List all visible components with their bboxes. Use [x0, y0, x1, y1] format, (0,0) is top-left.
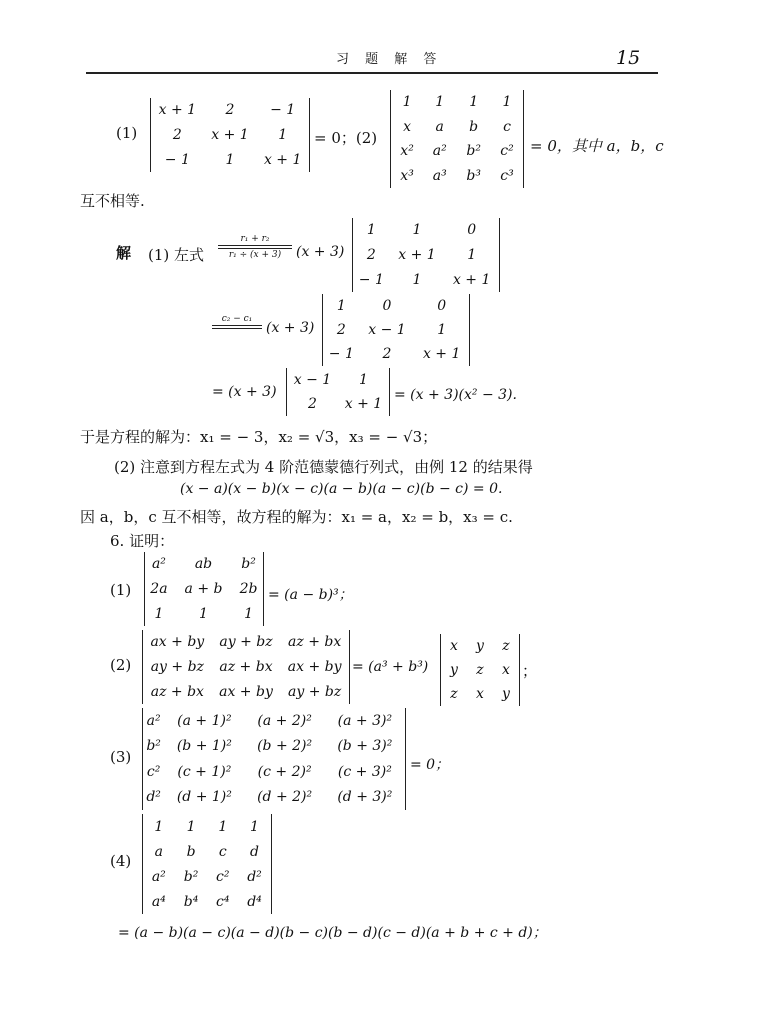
matrix-row	[323, 294, 469, 318]
matrix-cell: az + bx	[150, 683, 204, 700]
matrix-row	[145, 552, 263, 577]
matrix-cell: a⁴	[151, 893, 166, 910]
matrix-cell: b²	[466, 143, 481, 160]
item4-label: (4)	[110, 852, 132, 870]
page-number: 15	[616, 47, 641, 69]
matrix-cell: 1	[502, 94, 512, 111]
exercise6-title: 6. 证明：	[110, 532, 175, 550]
running-header: 习 题 解 答	[336, 52, 443, 67]
item2-mid: = (a³ + b³)	[352, 659, 429, 675]
matrix-cell: 2	[225, 102, 235, 119]
matrix-row	[143, 759, 405, 785]
matrix-cell: d²	[247, 868, 262, 885]
matrix-cell: 1	[199, 605, 208, 622]
part2-conclusion: 因 a，b，c 互不相等，故方程的解为：x₁ = a，x₂ = b，x₃ = c.	[80, 508, 513, 526]
row-operation-1-bottom: r₁ ÷ (x + 3)	[228, 250, 282, 260]
matrix-row	[145, 577, 263, 602]
matrix-cell: x³	[400, 167, 414, 184]
matrix-row	[353, 267, 499, 292]
problem-det-1	[150, 98, 310, 172]
matrix-cell: x + 1	[263, 151, 302, 168]
matrix-cell: x	[476, 686, 484, 702]
matrix-cell: c	[503, 118, 511, 135]
matrix-cell: c²	[216, 868, 230, 885]
matrix-row	[143, 679, 349, 704]
item4-result: = (a − b)(a − c)(a − d)(b − c)(b − d)(c − d)(a + b + c + d)；	[118, 925, 547, 941]
problem-continuation: 互不相等.	[80, 192, 145, 210]
matrix-row	[151, 123, 309, 148]
factor-1: (x + 3)	[296, 244, 345, 260]
matrix-row	[287, 368, 389, 392]
matrix-row	[151, 98, 309, 123]
matrix-cell: d	[250, 843, 259, 860]
matrix-cell: c²	[500, 143, 514, 160]
matrix-cell: 2b	[239, 580, 258, 597]
solution-intro: (1) 左式	[148, 246, 205, 264]
matrix-cell: z	[502, 638, 510, 654]
matrix-cell: y	[450, 662, 458, 678]
matrix-cell: (d + 1)²	[176, 789, 232, 806]
matrix-cell: 1	[244, 605, 254, 622]
matrix-cell: d²	[146, 789, 161, 806]
matrix-cell: (c + 3)²	[337, 763, 392, 780]
matrix-row	[391, 139, 523, 164]
matrix-row	[145, 601, 263, 626]
matrix-cell: a²	[432, 143, 447, 160]
matrix-cell: x + 1	[158, 102, 197, 119]
matrix-cell: c⁴	[216, 893, 230, 910]
matrix-cell: ax + by	[150, 634, 205, 651]
matrix-row	[143, 655, 349, 680]
matrix-row	[323, 342, 469, 366]
eq3-tail: = (x + 3)(x² − 3).	[394, 387, 517, 403]
matrix-cell: x	[403, 118, 412, 135]
matrix-cell: 2	[382, 346, 392, 362]
eq3-lead: = (x + 3)	[212, 384, 277, 400]
header-rule	[86, 72, 658, 74]
row-operation-1-top: r₁ + r₂	[240, 234, 270, 244]
matrix-cell: 1	[467, 246, 477, 263]
matrix-cell: x + 1	[344, 396, 383, 412]
matrix-row	[143, 734, 405, 760]
matrix-cell: 1	[186, 818, 196, 835]
matrix-row	[143, 630, 349, 655]
matrix-cell: a²	[146, 712, 161, 729]
problem-det-2	[390, 90, 524, 188]
matrix-row	[353, 243, 499, 268]
matrix-cell: x	[502, 662, 510, 678]
matrix-cell: 1	[412, 222, 422, 239]
part2-line: (2) 注意到方程左式为 4 阶范德蒙德行列式，由例 12 的结果得	[114, 458, 533, 476]
matrix-cell: a³	[432, 167, 447, 184]
matrix-cell: b⁴	[183, 893, 199, 910]
matrix-cell: az + bx	[219, 658, 273, 675]
matrix-cell: 2	[366, 246, 376, 263]
matrix-cell: (d + 3)²	[337, 789, 393, 806]
matrix-row	[353, 218, 499, 243]
matrix-cell: x	[450, 638, 458, 654]
solution-det-1	[352, 218, 500, 292]
row-operation-1	[218, 234, 292, 260]
column-operation-bar	[212, 325, 262, 329]
matrix-cell: (d + 2)²	[257, 789, 313, 806]
matrix-cell: y	[476, 638, 484, 654]
matrix-cell: x − 1	[293, 372, 332, 388]
item3-det	[142, 708, 406, 810]
matrix-cell: b	[469, 118, 479, 135]
matrix-cell: 1	[402, 94, 412, 111]
solution-det-2	[322, 294, 470, 366]
matrix-cell: ab	[194, 556, 213, 573]
matrix-cell: − 1	[270, 102, 296, 119]
matrix-cell: 1	[225, 151, 235, 168]
matrix-cell: 0	[437, 298, 447, 314]
matrix-cell: az + bx	[288, 634, 342, 651]
matrix-cell: 2	[308, 396, 317, 412]
item2-tail: ；	[522, 662, 538, 680]
problem-tail-2: = 0，其中 a，b，c	[530, 137, 664, 155]
item1-tail: = (a − b)³；	[268, 587, 353, 603]
matrix-row	[287, 392, 389, 416]
roots-line: 于是方程的解为：x₁ = − 3，x₂ = √3，x₃ = − √3；	[80, 428, 438, 446]
solution-label: 解	[116, 244, 132, 262]
part2-formula: (x − a)(x − b)(x − c)(a − b)(a − c)(b − c) = 0.	[180, 481, 503, 497]
matrix-cell: x + 1	[422, 346, 461, 362]
matrix-row	[441, 634, 519, 658]
item2-det2	[440, 634, 520, 706]
item1-det	[144, 552, 264, 626]
factor-2: (x + 3)	[266, 320, 315, 336]
matrix-cell: a²	[151, 556, 166, 573]
column-operation-top: c₂ − c₁	[221, 314, 253, 324]
matrix-cell: (b + 3)²	[337, 738, 393, 755]
matrix-cell: (a + 1)²	[177, 712, 232, 729]
matrix-cell: x + 1	[452, 271, 491, 288]
matrix-row	[391, 115, 523, 140]
matrix-cell: 1	[154, 605, 164, 622]
matrix-cell: ax + by	[287, 658, 342, 675]
matrix-cell: 1	[366, 222, 376, 239]
matrix-cell: 2a	[150, 580, 168, 597]
matrix-row	[143, 864, 271, 889]
matrix-cell: − 1	[164, 151, 190, 168]
matrix-row	[323, 318, 469, 342]
matrix-cell: 0	[382, 298, 392, 314]
matrix-cell: z	[476, 662, 484, 678]
matrix-row	[143, 814, 271, 839]
matrix-cell: a + b	[184, 580, 223, 597]
matrix-cell: x + 1	[211, 126, 249, 143]
matrix-cell: c	[218, 843, 227, 860]
matrix-cell: 1	[218, 818, 228, 835]
matrix-cell: 1	[336, 298, 346, 314]
matrix-row	[143, 839, 271, 864]
matrix-cell: − 1	[358, 271, 384, 288]
matrix-cell: (a + 2)²	[257, 712, 312, 729]
matrix-cell: 0	[467, 222, 477, 239]
matrix-cell: a²	[151, 868, 166, 885]
matrix-cell: y	[502, 686, 510, 702]
matrix-cell: a	[154, 843, 163, 860]
matrix-row	[143, 785, 405, 811]
matrix-cell: z	[450, 686, 458, 702]
matrix-cell: ay + bz	[288, 683, 342, 700]
matrix-cell: (c + 1)²	[177, 763, 232, 780]
matrix-cell: 1	[250, 818, 259, 835]
matrix-row	[441, 658, 519, 682]
matrix-cell: 1	[278, 126, 288, 143]
solution-det-3	[286, 368, 390, 416]
matrix-cell: 1	[435, 94, 445, 111]
matrix-cell: b	[186, 843, 196, 860]
matrix-cell: ax + by	[219, 683, 273, 700]
matrix-cell: 2	[336, 322, 346, 338]
matrix-cell: (b + 1)²	[176, 738, 232, 755]
matrix-cell: b³	[466, 167, 481, 184]
problem-tail-1: = 0；(2)	[314, 129, 378, 147]
row-operation-1-bar	[218, 245, 292, 249]
matrix-cell: ay + bz	[219, 634, 273, 651]
matrix-cell: ay + bz	[150, 658, 204, 675]
matrix-row	[441, 682, 519, 706]
column-operation	[212, 314, 262, 330]
matrix-row	[391, 90, 523, 115]
item2-det	[142, 630, 350, 704]
matrix-cell: b²	[183, 868, 199, 885]
matrix-cell: b²	[241, 556, 256, 573]
matrix-row	[143, 889, 271, 914]
item1-label: (1)	[110, 581, 132, 599]
matrix-cell: (b + 2)²	[257, 738, 313, 755]
matrix-cell: 1	[437, 322, 447, 338]
matrix-cell: x − 1	[368, 322, 406, 338]
matrix-row	[151, 147, 309, 172]
matrix-cell: b²	[146, 738, 161, 755]
matrix-cell: (a + 3)²	[337, 712, 393, 729]
matrix-cell: 1	[469, 94, 479, 111]
matrix-cell: c²	[146, 763, 161, 780]
matrix-cell: d⁴	[247, 893, 262, 910]
item2-label: (2)	[110, 656, 132, 674]
item3-label: (3)	[110, 748, 132, 766]
matrix-cell: 1	[412, 271, 422, 288]
item3-tail: = 0；	[410, 757, 450, 773]
matrix-cell: c³	[500, 167, 514, 184]
matrix-cell: x²	[400, 143, 414, 160]
matrix-cell: x + 1	[398, 246, 436, 263]
matrix-cell: 1	[154, 818, 164, 835]
problem-label-1: (1)	[116, 124, 138, 142]
item4-det	[142, 814, 272, 914]
matrix-cell: a	[435, 118, 444, 135]
matrix-cell: − 1	[328, 346, 354, 362]
matrix-cell: 2	[172, 126, 182, 143]
matrix-row	[391, 164, 523, 189]
matrix-row	[143, 708, 405, 734]
matrix-cell: 1	[359, 372, 368, 388]
matrix-cell: (c + 2)²	[257, 763, 312, 780]
